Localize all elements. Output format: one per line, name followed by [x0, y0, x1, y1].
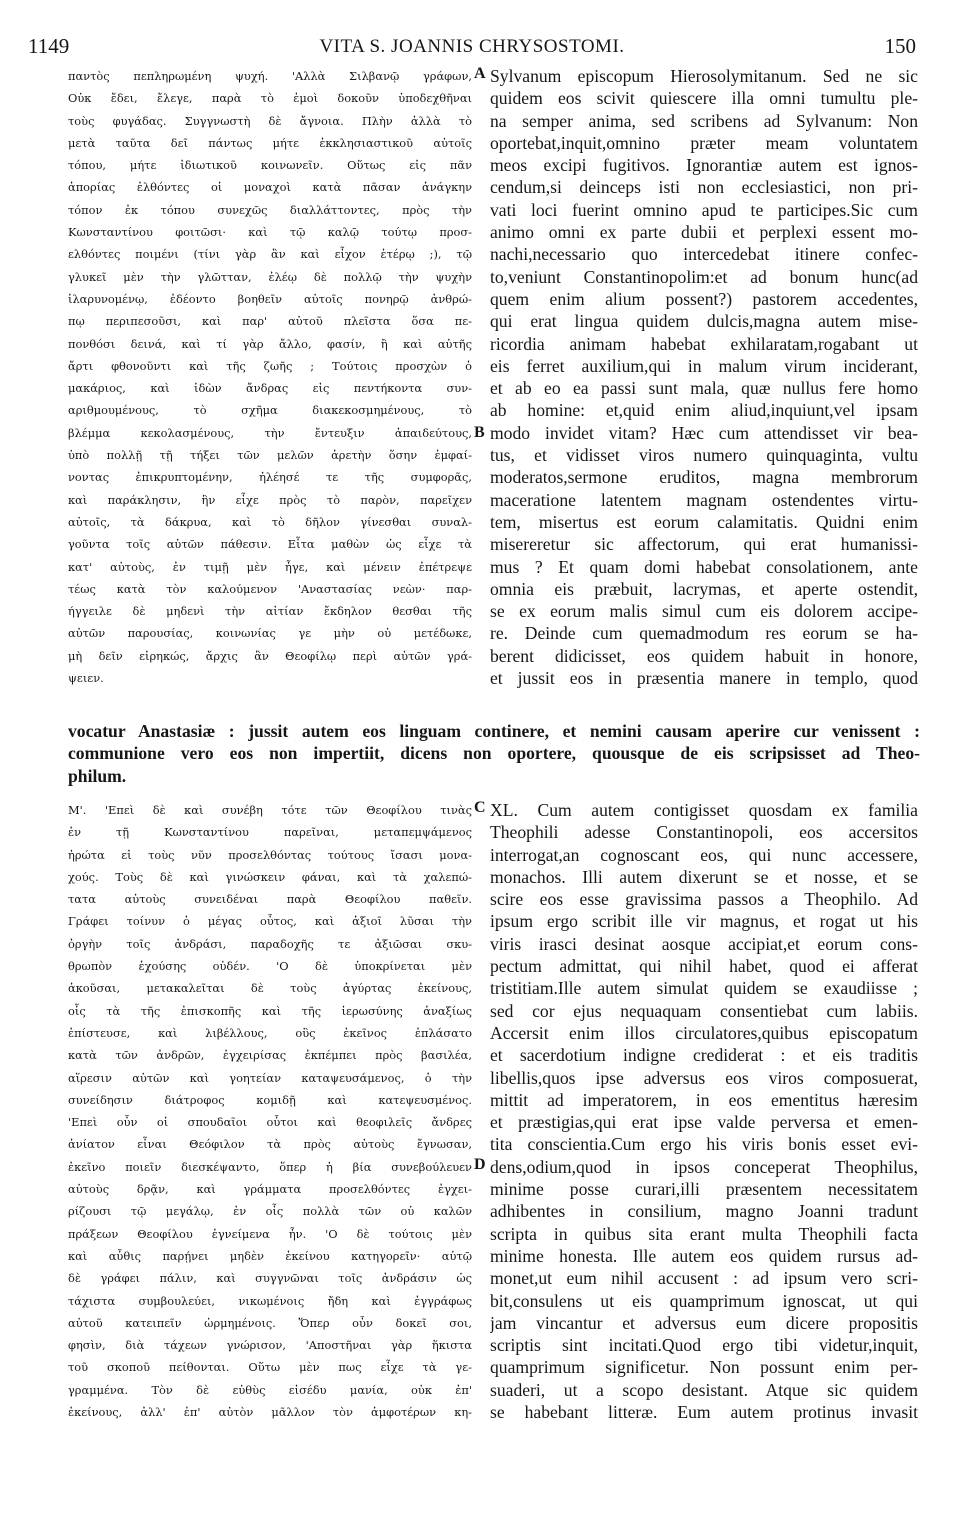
text-line: ἀνίατον εἶναι Θεόφιλον τὰ πρὸς αὐτοὺς ἔγνωσαν,	[68, 1137, 472, 1152]
page-number-right: 150	[884, 34, 916, 58]
text-line: tristitiam.Ille autem simulat quidem se exaudiisse ;	[490, 978, 918, 999]
text-line: ἀκοῦσαι, μετακαλεῖται δὲ τοὺς ἀγύρτας ἐκείνους,	[68, 981, 472, 996]
text-line: θρωπὸν ἐχούσης οὐδέν. 'Ο δὲ ὑποκρίνεται μὲν	[68, 959, 472, 974]
text-line: et sacerdotium indigne crediderat : et eis traditis	[490, 1045, 918, 1066]
text-line: communione vero eos non impertiit, dicens non oportere, quousque de eis scripsisset ad Theo-	[68, 743, 920, 764]
text-line: Theophili adesse Constantinopoli, eos accersitos	[490, 822, 918, 843]
text-line: vati loci fuerint omnino apud te participes.Sic cum	[490, 199, 918, 220]
text-line: minime honesta. Ille autem eos quidem rursus ad-	[490, 1245, 918, 1266]
text-line: ὀργὴν τοῖς ἀνδράσι, παραδοχῆς τε ἀξιῶσαι σκυ-	[68, 936, 472, 951]
text-line: eis ferret auxilium,qui in malum virum inciderant,	[490, 355, 918, 376]
text-line: ἱλαρυνομένῳ, ἐδέοντο βοηθεῖν αὐτοῖς πονηρῷ ἀνθρώ-	[68, 291, 472, 306]
text-line: χούς. Τοὺς δὲ καὶ γινώσκειν φάναι, καὶ τὰ χαλεπώ-	[68, 869, 472, 884]
text-line: ἐκείνους, ἀλλ' ἐπ' αὐτὸν μᾶλλον τὸν ἀμφοτέρων κη-	[68, 1405, 472, 1420]
text-line: cendum,si deinceps isti non ecclesiastici, non pri-	[490, 177, 918, 198]
text-line: interrogat,an cognoscant eos, qui nunc accessere,	[490, 844, 918, 865]
text-line: Οὐκ ἔδει, ἔλεγε, παρὰ τὸ ἐμοὶ δοκοῦν ὑποδεχθῆναι	[68, 91, 472, 106]
text-line: scire eos esse gravissima passos a Theophilo. Ad	[490, 889, 918, 910]
text-line: ὑπὸ πολλῇ τῇ τήξει τῶν μελῶν ἀρετὴν ὅσην ἐμφαί-	[68, 448, 472, 463]
text-line: δὲ γράφει πάλιν, καὶ συγγνῶναι τοῖς ἀνδράσιν ὡς	[68, 1271, 472, 1286]
marginal-letter-c: C	[474, 799, 486, 816]
latin-column	[490, 799, 918, 1423]
marginal-letter-b: B	[474, 424, 485, 441]
text-line: libellis,quos ipse adversus eos viros composuerat,	[490, 1067, 918, 1088]
text-line: τέως κατὰ τὸν καλούμενον 'Αναστασίας νεὼν· παρ-	[68, 581, 472, 596]
text-line: nachi,necessario quo intercedebat itinere confec-	[490, 244, 918, 265]
text-line: ipsum ergo scribit ille vir magnus, et rogat ut his	[490, 911, 918, 932]
text-line: Μ'. 'Επεὶ δὲ καὶ συνέβη τότε τῶν Θεοφίλου τινὰς	[68, 803, 472, 817]
text-line: μετὰ ταῦτα δεῖ πάντως μήτε ἐκκλησιαστικοῦ αὐτοῖς	[68, 135, 472, 150]
text-line: κατ' αὐτοὺς, ἐν τιμῇ μὲν ἦγε, καὶ μένειν ἐπέτρεψε	[68, 559, 472, 574]
greek-column	[68, 799, 472, 1423]
text-line: philum.	[68, 765, 127, 786]
text-line: qui erat lingua quidem dulcis,magna autem mise-	[490, 311, 918, 332]
text-line: μὴ δεῖν εἰρηκώς, ἄρχις ἂν Θεοφίλῳ περὶ αὐτῶν γρά-	[68, 648, 472, 663]
text-line: monachos. Illi autem dixerunt se et nosse, et se	[490, 866, 918, 887]
marginal-letter-d: D	[474, 1156, 486, 1173]
text-line: ήγγειλε δὲ μηδενὶ τὴν αἰτίαν ἔκδηλον θεσθαι τῆς	[68, 604, 472, 619]
text-line: τοῦ σκοποῦ πείθονται. Οὕτω μὲν πως εἶχε τὰ γε-	[68, 1360, 472, 1375]
text-line: τόπου, μήτε ἰδιωτικοῦ κοινωνεῖν. Οὕτως εἰς πᾶν	[68, 158, 472, 173]
text-line: omnia eis præbuit, lacrymas, et aperte ostendit,	[490, 578, 918, 599]
text-line: et ab eo ea passi sunt mala, quæ nullus fere homo	[490, 378, 918, 399]
text-line: et jussit eos in præsentia manere in templo, quod	[490, 668, 918, 689]
text-line: quamprimum significetur. Non possunt enim per-	[490, 1357, 918, 1378]
greek-column	[68, 65, 472, 689]
text-line: modo invidet vitam? Hæc cum attendisset vir bea-	[490, 422, 918, 443]
text-line: monet,ut eum nihil accusent : ad ipsum vero scri-	[490, 1268, 918, 1289]
text-line: αὐτῶν παρουσίας, κοινωνίας γε μὴν οὐ μετέδωκε,	[68, 626, 472, 641]
text-line: τάχιστα συμβουλεύει, νικωμένοις ἤδη καὶ ἐγγράφως	[68, 1293, 472, 1308]
text-line: ἐπίστευσε, καὶ λιβέλλους, οὓς ἐκεῖνος ἐπλάσατο	[68, 1025, 472, 1040]
text-line: et præstigias,qui erat ipse valde perversa et emen-	[490, 1112, 918, 1133]
text-line: animo omni ex parte dubii et perplexi essent mo-	[490, 222, 918, 243]
text-line: minime posse curari,illi præsentem necessitatem	[490, 1179, 918, 1200]
text-line: αὐτοῖς, τὰ δάκρυα, καὶ τὸ δῆλον γίνεσθαι συναλ-	[68, 514, 472, 529]
text-line: moderatos,sermone eruditos, magna membrorum	[490, 467, 918, 488]
text-line: Γράφει τοίνυν ὁ μέγας οὗτος, καὶ ἀξιοῖ λῦσαι τὴν	[68, 914, 472, 929]
text-line: adhibentes in consilium, magno Joanni tradunt	[490, 1201, 918, 1222]
text-line: αριθμουμένους, τὸ σχῆμα διακεκοσμημένους, τὸ	[68, 403, 472, 418]
text-line: se ex eorum malis simul cum eis dolorem accipe-	[490, 601, 918, 622]
text-line: ἐκεῖνο ποιεῖν διεσκέψαντο, ὅπερ ἡ βία συνεβούλευεν	[68, 1159, 472, 1174]
text-line: suaderi, ut a scopo desistant. Atque sic quidem	[490, 1379, 918, 1400]
text-line: τατα αὐτοὺς συνειδέναι παρὰ Θεοφίλου παθεῖν.	[68, 892, 472, 907]
full-width-paragraph	[68, 720, 920, 787]
text-line: καὶ παράκλησιν, ἣν εἶχε πρὸς τὸ παρὸν, παρεῖχεν	[68, 492, 472, 507]
text-line: αὐτοῦ κατειπεῖν ὡρμημένοις. Ὅπερ οὖν δοκεῖ σοι,	[68, 1315, 472, 1330]
section-1	[0, 65, 954, 693]
text-line: pectum admittat, qui nihil habet, quod ei afferat	[490, 956, 918, 977]
marginal-letter-a: A	[474, 65, 486, 82]
text-line: γοῦντα τοῖς αὐτῶν πάθεσιν. Εἶτα μαθὼν ὡς εἶχε τὰ	[68, 537, 472, 552]
text-line: bit,consulens ut eis quamprimum ignoscat, ut qui	[490, 1290, 918, 1311]
text-line: ελθόντες ποιμένι (τίνι γὰρ ἂν καὶ εἶχον ἑτέρῳ ;), τῷ	[68, 247, 472, 262]
text-line: καὶ αὖθις παρῄνει μηδὲν ἐκείνου κατηγορεῖν· αὐτῷ	[68, 1248, 472, 1263]
text-line: μακάριος, καὶ ἰδὼν ἄνδρας εἰς πεντήκοντα συν-	[68, 381, 472, 396]
text-line: tita conscientia.Cum ergo his viris bonis esset evi-	[490, 1134, 918, 1155]
text-line: viris irasci desinat aosque accipiat,et eorum cons-	[490, 933, 918, 954]
text-line: πράξεων Θεοφίλου ἐγνείμενα ἦν. 'Ο δὲ τούτοις μὲν	[68, 1226, 472, 1241]
text-line: τοὺς φυγάδας. Συγγνωστὴ δὲ ἄγνοια. Πλὴν ἀλλὰ τὸ	[68, 113, 472, 128]
text-line: βλέμμα κεκολασμένους, τὴν ἔντευξιν ἀπαιδεύτους,	[68, 425, 472, 440]
text-line: misereretur sic affectorum, qui erat humanissi-	[490, 534, 918, 555]
text-line: ἠρώτα εἰ τοὺς νῦν προσελθόντας τούτους ἴσασι μονα-	[68, 847, 472, 862]
text-line: συνείδησιν διάτροφος κομιδῇ καὶ κατεψευσμένος.	[68, 1092, 472, 1107]
text-line: φησὶν, διὰ τάχεων γνώρισον, 'Αποστῆναι γὰρ ἥκιστα	[68, 1338, 472, 1353]
text-line: οἷς τὰ τῆς ἐπισκοπῆς καὶ τῆς ἱερωσύνης ἀναξίως	[68, 1003, 472, 1018]
page-number-left: 1149	[28, 34, 70, 58]
text-line: πονθόσι δεινά, καὶ τί γὰρ ἄλλο, φασίν, ἢ καὶ αὐτῆς	[68, 336, 472, 351]
latin-column	[490, 65, 918, 689]
text-line: γλυκεῖ μὲν τὴν γλῶτταν, ἐλέῳ δὲ πολλῷ τὴν ψυχὴν	[68, 269, 472, 284]
text-line: κατὰ τῶν ἀνδρῶν, ἐγχειρίσας ἐκπέμπει πρὸς βασιλέα,	[68, 1048, 472, 1063]
text-line: ricordia animam habebat exhilaratam,rogabant ut	[490, 333, 918, 354]
text-line: ρίζουσι τῷ μεγάλῳ, ἐν οἷς πολλὰ τῶν οὐ καλῶν	[68, 1204, 472, 1219]
text-line: αἵρεσιν αὐτῶν καὶ γοητείαν καταψευσάμενος, ὁ τὴν	[68, 1070, 472, 1085]
text-line: ἀπορίας ἐλθόντες οἱ μοναχοὶ κατὰ πᾶσαν ἀνάγκην	[68, 180, 472, 195]
text-line: tus, et vidisset viros numero quinquaginta, vultu	[490, 445, 918, 466]
text-line: Κωνσταντίνου φοιτῶσι· καὶ τῷ καλῷ τούτῳ προσ-	[68, 225, 472, 240]
running-header	[28, 34, 916, 62]
text-line: maceratione latentem magnam ostendentes virtu-	[490, 489, 918, 510]
text-line: γραμμένα. Τὸν δὲ εὐθὺς εἰσέδυ μανία, οὐκ ἐπ'	[68, 1382, 472, 1397]
text-line: quem enim alium possent?) pastorem accedentes,	[490, 288, 918, 309]
text-line: dens,odium,quod in ipsos conceperat Theophilus,	[490, 1156, 918, 1177]
text-line: quidem eos scivit quiescere illa omni tumultu ple-	[490, 88, 918, 109]
text-line: ἐν τῇ Κωνσταντίνου παρεῖναι, μεταπεμψάμενος	[68, 825, 472, 840]
text-line: na semper anima, sed scribens ad Sylvanum: Non	[490, 110, 918, 131]
text-line: τόπον ἐκ τόπου συνεχῶς διαλλάττοντες, πρὸς τὴν	[68, 202, 472, 217]
text-line: berent didicisset, eos quidem habuit in honore,	[490, 645, 918, 666]
text-line: νοντας ἐπικρυπτομένην, ἠλέησέ τε τῆς συμφορᾶς,	[68, 470, 472, 485]
text-line: jam vincantur et adversus eum dicere propositis	[490, 1312, 918, 1333]
text-line: se habebant litteræ. Eum autem protinus invasit	[490, 1402, 918, 1423]
text-line: tem, misertus est eorum calamitatis. Quidni enim	[490, 511, 918, 532]
text-line: oportebat,inquit,omnino præter meam voluntatem	[490, 132, 918, 153]
text-line: vocatur Anastasiæ : jussit autem eos linguam continere, et nemini causam aperire cur venissent :	[68, 721, 920, 741]
text-line: mus ? Et quam domi habebat consolationem, ante	[490, 556, 918, 577]
running-title: VITA S. JOANNIS CHRYSOSTOMI.	[319, 36, 625, 57]
text-line: παντὸς πεπληρωμένη ψυχή. 'Αλλὰ Σιλβανῷ γράφων,	[68, 69, 472, 83]
text-line: scripta in quibus sita erant multa Theophili facta	[490, 1223, 918, 1244]
text-line: to,veniunt Constantinopolim:et ad bonum hunc(ad	[490, 266, 918, 287]
text-line: ψειεν.	[68, 671, 104, 686]
text-line: XL. Cum autem contigisset quosdam ex familia	[490, 800, 918, 820]
text-line: Accersit enim illos circulatores,quibus episcopatum	[490, 1022, 918, 1043]
text-line: 'Επεὶ οὖν οἱ σπουδαῖοι οὗτοι καὶ θεοφιλεῖς ἄνδρες	[68, 1115, 472, 1130]
text-line: sed cor ejus nequaquam consentiebat cum labiis.	[490, 1000, 918, 1021]
text-line: re. Deinde cum quemadmodum res eorum se ha-	[490, 623, 918, 644]
text-line: ab homine: et,quid enim aliud,inquiunt,vel ipsam	[490, 400, 918, 421]
text-line: ἄρτι φθονοῦντι καὶ τῆς ζωῆς ; Τούτοις προσχὼν ὁ	[68, 358, 472, 373]
text-line: scriptis sint incitati.Quod ergo tibi videtur,inquit,	[490, 1335, 918, 1356]
text-line: meos excipi fugitivos. Ignorantiæ autem est ignos-	[490, 155, 918, 176]
text-line: Sylvanum episcopum Hierosolymitanum. Sed ne sic	[490, 66, 918, 86]
section-2	[0, 799, 954, 1439]
text-line: αὐτοὺς δρᾷν, καὶ γράμματα προσελθόντες ἐγχει-	[68, 1182, 472, 1197]
text-line: mittit ad imperatorem, in eos ementitus hæresim	[490, 1089, 918, 1110]
text-line: πῳ περιπεσοῦσι, καὶ παρ' αὐτοῦ πλεῖστα ὅσα πε-	[68, 314, 472, 329]
